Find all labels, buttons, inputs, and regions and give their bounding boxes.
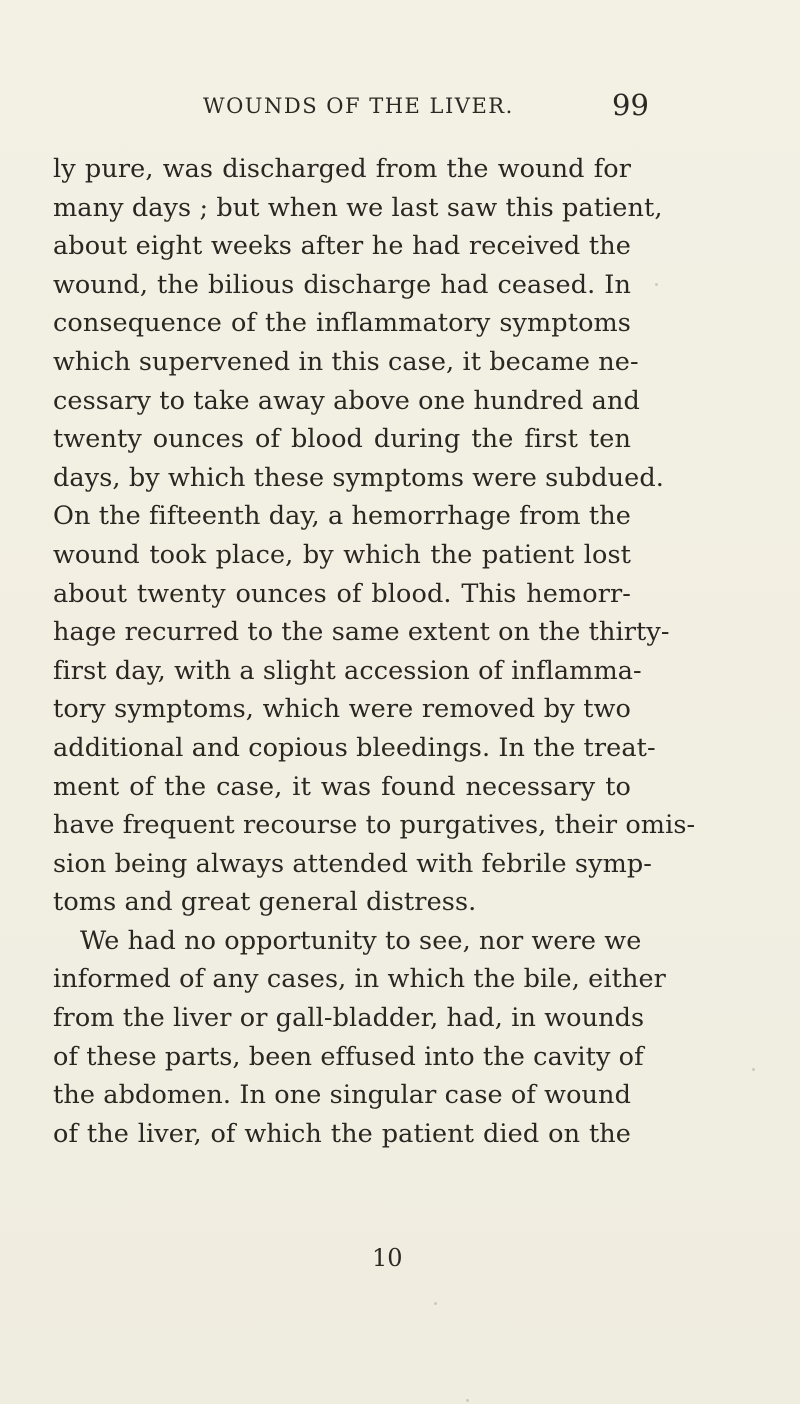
text-line: about twenty ounces of blood. This hemorr- [53, 578, 631, 609]
text-line: ly pure, was discharged from the wound for [53, 154, 631, 184]
text-line: On the fifteenth day, a hemorrhage from the [53, 501, 631, 532]
paper-speck [655, 283, 658, 286]
text-line: toms and great general distress. [53, 887, 477, 918]
text-line: wound, the bilious discharge had ceased. In [53, 269, 631, 300]
text-line: of the liver, of which the patient died on the [53, 1118, 631, 1149]
text-line: about eight weeks after he had received the [53, 231, 631, 262]
text-line: many days ; but when we last saw this patient, [53, 192, 663, 223]
text-line: wound took place, by which the patient lost [53, 539, 631, 570]
text-line: the abdomen. In one singular case of wound [53, 1080, 631, 1111]
page-header [0, 88, 800, 128]
page-number: 99 [612, 88, 649, 122]
text-line: ment of the case, it was found necessary to [53, 771, 631, 802]
running-head: WOUNDS OF THE LIVER. [203, 94, 514, 118]
paper-speck [466, 1399, 469, 1402]
text-line: informed of any cases, in which the bile, either [53, 964, 666, 995]
text-line: which supervened in this case, it became ne- [53, 346, 639, 377]
text-line: consequence of the inflammatory symptoms [53, 308, 631, 339]
text-line: days, by which these symptoms were subdued. [53, 462, 664, 493]
text-line: twenty ounces of blood during the first ten [53, 424, 631, 455]
paper-speck [434, 1302, 437, 1305]
text-line: tory symptoms, which were removed by two [53, 694, 631, 725]
text-line: from the liver or gall-bladder, had, in wounds [53, 1003, 645, 1034]
text-line: sion being always attended with febrile symp- [53, 848, 653, 879]
text-line: additional and copious bleedings. In the treat- [53, 732, 656, 763]
paper-speck [752, 1068, 755, 1071]
text-line: have frequent recourse to purgatives, their omis- [53, 810, 696, 841]
paragraph-start-line: We had no opportunity to see, nor were we [80, 925, 642, 956]
text-line: of these parts, been effused into the cavity of [53, 1041, 644, 1072]
body-text [53, 150, 696, 1153]
text-line: cessary to take away above one hundred and [53, 385, 640, 416]
text-line: first day, with a slight accession of inflamma- [53, 655, 642, 686]
signature-mark: 10 [372, 1244, 403, 1272]
text-line: hage recurred to the same extent on the thirty- [53, 617, 670, 648]
